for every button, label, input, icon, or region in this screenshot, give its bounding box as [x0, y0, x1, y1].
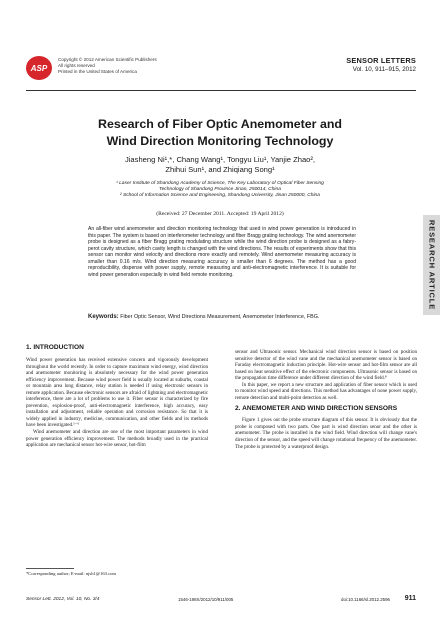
body-paragraph: In this paper, we report a new structure and application of fiber sensor which is used to monitor wind speed and directions. This method has advantages of none power supply, remote detection and multi-point detection as well.	[235, 381, 417, 401]
section-heading-sensors: 2. ANEMOMETER AND WIND DIRECTION SENSORS	[235, 405, 398, 413]
page-footer	[26, 596, 416, 606]
abstract: An all-fiber wind anemometer and direction monitoring technology that used in wind power generation is introduced in this paper. The system is based on interferometer technology and fiber Bragg grating technology. The wind anemometer probe is designed as a fiber Bragg grating modulating structure while the wind direction probe is designed as a fabry-perot cavity structure, which cavity length is changed with the wind directions. The results of experiments show that this sensor can monitor wind velocity and directions more exactly and remotely. Wind anemometer measuring accuracy is smaller than 0.16 m/s. Wind direction measuring accuracy is smaller than 6 degrees. The method has a good reproducibility, dispense with power supply, remote measuring and anti-electromagnetic interference. It is suitable for wind power generation especially in wind field remote monitoring.	[88, 226, 356, 278]
title-line: Wind Direction Monitoring Technology	[106, 134, 334, 148]
keywords-label: Keywords:	[88, 314, 119, 320]
paper-title	[40, 116, 400, 150]
title-line: Research of Fiber Optic Anemometer and	[98, 117, 342, 131]
right-column	[235, 349, 417, 450]
footer-doi: doi:10.1166/sl.2012.2596	[341, 597, 390, 602]
body-paragraph: Wind anemometer and direction are one of the most important parameters in wind power generation efficiency improvement. The methods broadly used in the practical application are mechanical sensor hot-wire sensor, hot-film	[26, 429, 208, 449]
article-type-label: RESEARCH ARTICLE	[427, 219, 436, 311]
author-line: Zhihui Sun¹, and Zhiqiang Song¹	[165, 165, 275, 174]
article-type-tab	[423, 215, 440, 315]
page-number: 911	[404, 595, 416, 602]
keywords-text: Fiber Optic Sensor, Wind Directions Measurement, Anemometer Interference, FBG.	[120, 314, 320, 320]
author-line: Jiasheng Ni¹,*, Chang Wang¹, Tongyu Liu¹, Yanjie Zhao²,	[124, 155, 316, 164]
copyright-notice	[58, 57, 157, 75]
copyright-line: Printed in the United States of America	[58, 69, 137, 74]
section-heading-introduction: 1. INTRODUCTION	[26, 344, 84, 351]
keywords	[88, 314, 378, 320]
affiliation-line: ² School of Information Science and Engineering, Shandong University, Jinan 250000, China	[119, 193, 320, 199]
footer-issn: 1546-198X/2012/10/911/005	[178, 597, 234, 602]
affiliation-line: Technology of Shandong Province Jinan, 250014, China	[159, 187, 281, 193]
affiliations	[60, 181, 380, 200]
footnote-divider	[26, 568, 74, 569]
journal-header	[26, 56, 416, 86]
body-paragraph: Wind power generation has received extensive concern and vigorously development throughout the world recently. In order to capture maximum wind energy, wind direction and anemometer monitoring is absolutely necessary for the wind power generation efficiency improvement. Because wind power field is usually located at suburbs, coastal or mountain area long distance, relay station is needed if using electronic sensors in remote application. Because electronic sensors are afraid of lightning and electromagnetic interference, there are a lot of problems to use it. Fiber sensor is characterized by fire prevention, explosion-proof, anti-electromagnetic interference, high accuracy, easy installation and adjustment, reliable operation and corrosion resistance. So that it is widely applied in industry, medicine, communication, and other fields and its methods have been investigated.¹⁻⁶	[26, 357, 208, 429]
corresponding-author-footnote: *Corresponding author; E-mail: njsh1@163.com	[26, 571, 116, 576]
received-dates: (Received: 27 December 2011. Accepted: 19 April 2012)	[156, 211, 284, 217]
affiliation-line: ¹ Laser Institute of Shandong Academy of Science, The Key Laboratory of Optical Fiber Sensing	[116, 181, 324, 186]
logo-text: ASP	[30, 63, 48, 73]
copyright-line: Copyright © 2012 American Scientific Publishers	[58, 57, 157, 62]
copyright-line: All rights reserved	[58, 63, 95, 68]
journal-volume: Vol. 10, 911–915, 2012	[352, 66, 416, 73]
header-divider	[26, 90, 416, 91]
footer-journal-ref: Sensor Lett. 2012, Vol. 10, No. 3/4	[26, 597, 100, 602]
left-column	[26, 344, 208, 449]
journal-info	[346, 56, 416, 73]
author-list	[40, 155, 400, 175]
body-paragraph: Figure 1 gives out the probe structure diagram of this sensor. It is obviously that the probe is composed with two parts. One part is wind direction senor and the other is anemometer. The probe is installed in the wind field. Wind direction will change vane's direction of the sensor, and the speed will change rotational frequency of the anemometer. The probe is protected by a waterproof design.	[235, 417, 417, 450]
journal-title: SENSOR LETTERS	[346, 56, 416, 65]
body-paragraph: sensor and Ultrasonic sensor. Mechanical wind direction sensor is based on position sensitive detector of the wind vane and the mechanical anemometer sensor is based on Faraday electromagnetic induction principle. Hot-wire sensor and hot-film sensor are all based on heat sensitive effect of the electronic components. Ultrasonic sensor is based on the propagation time difference under different direction of the wind field.⁸	[235, 349, 417, 382]
publisher-logo	[26, 56, 52, 80]
